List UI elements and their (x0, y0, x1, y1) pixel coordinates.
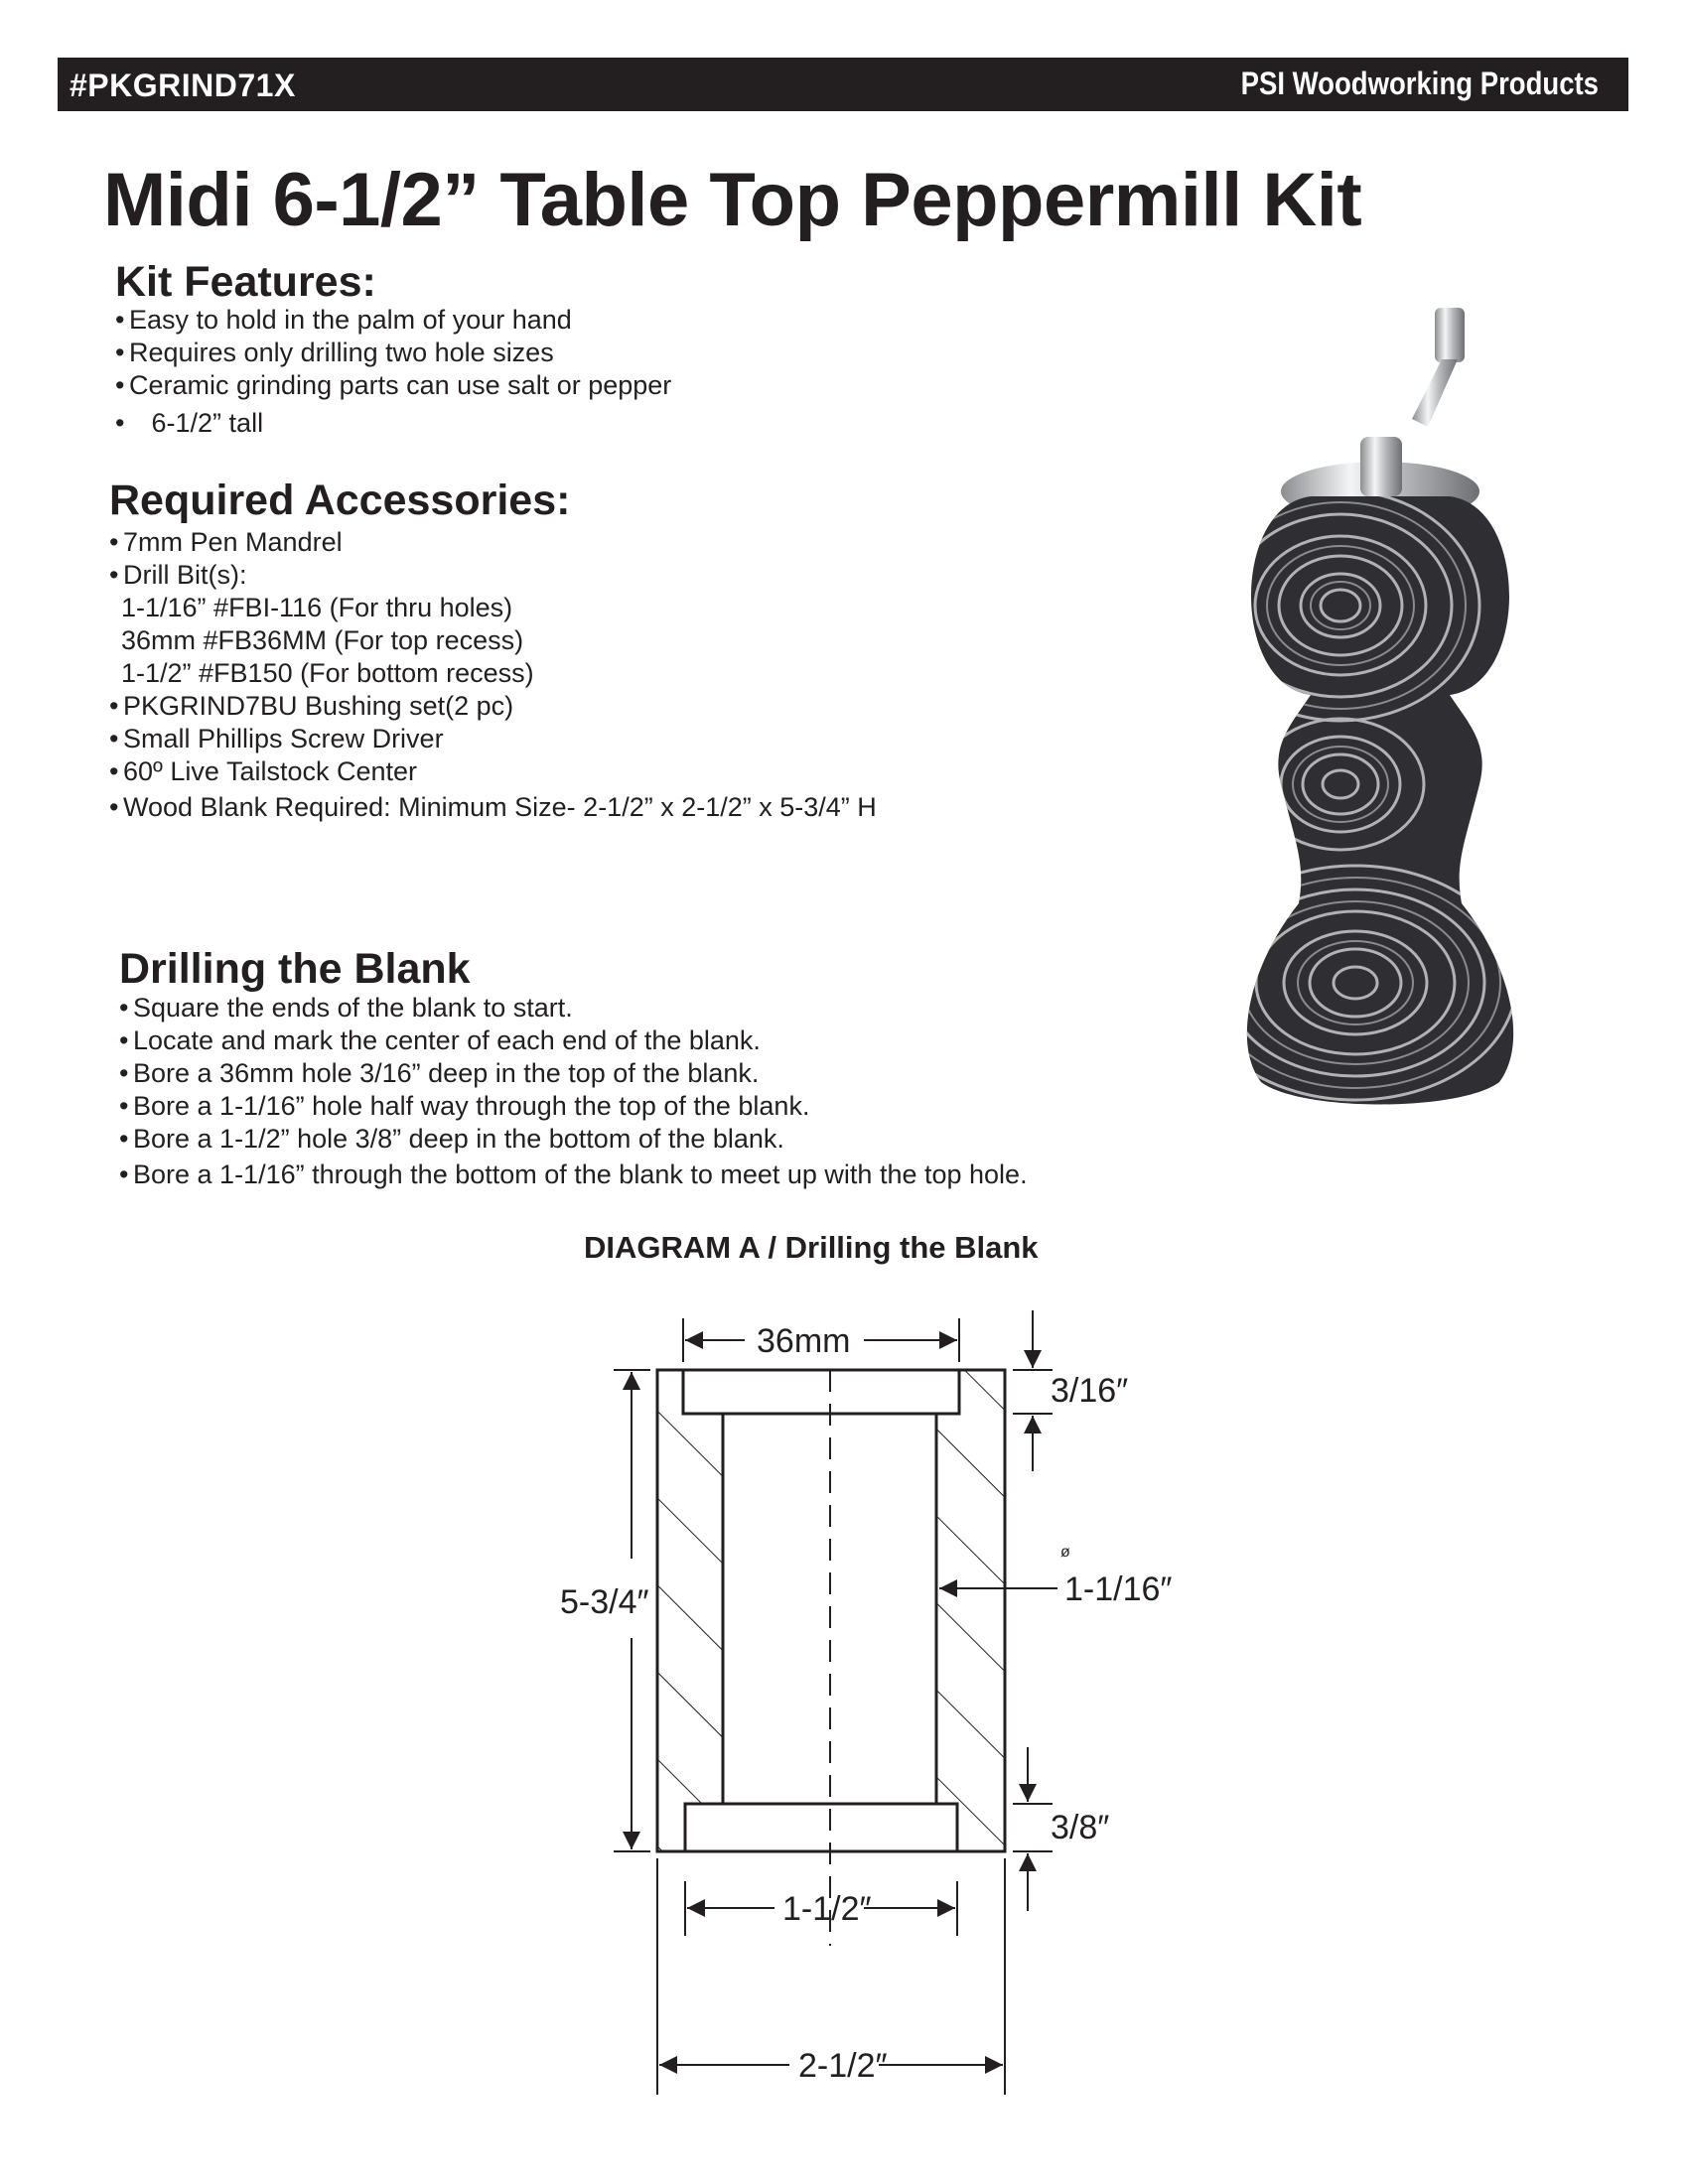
required-accessories-heading: Required Accessories: (109, 477, 571, 524)
drilling-diagram (536, 1291, 1251, 2144)
bottom-recess (685, 1804, 957, 1851)
drilling-list (119, 992, 1028, 1191)
list-item: • Square the ends of the blank to start. (119, 993, 573, 1023)
list-item: • 6-1/2” tall (115, 408, 264, 438)
label-blank-width: 2-1/2″ (798, 2047, 888, 2085)
label-thru-hole: 1-1/16″ (1064, 1570, 1173, 1608)
required-accessories-list (109, 526, 877, 824)
label-height: 5-3/4″ (560, 1583, 649, 1621)
list-item: • Wood Blank Required: Minimum Size- 2-1/2” x 2-1/2” x 5-3/4” H (109, 792, 877, 822)
list-item: • PKGRIND7BU Bushing set(2 pc) (109, 691, 514, 721)
list-item: • Bore a 1-1/16” through the bottom of the blank to meet up with the top hole. (119, 1160, 1028, 1189)
label-36mm: 36mm (757, 1322, 851, 1360)
list-item: • Requires only drilling two hole sizes (115, 338, 554, 367)
kit-features-list (115, 304, 671, 440)
label-bottom-width: 1-1/2″ (782, 1890, 872, 1928)
list-item: • Ceramic grinding parts can use salt or pepper (115, 370, 672, 400)
peppermill-photo (1192, 288, 1569, 1181)
list-item: • 7mm Pen Mandrel (109, 527, 343, 557)
page-title: Midi 6-1/2” Table Top Peppermill Kit (103, 158, 1362, 242)
brand-name: PSI Woodworking Products (1240, 66, 1599, 101)
diagram-title: DIAGRAM A / Drilling the Blank (584, 1230, 1039, 1265)
list-item: • Drill Bit(s): (109, 560, 247, 590)
drilling-heading: Drilling the Blank (119, 945, 471, 993)
list-item: • Easy to hold in the palm of your hand (115, 305, 572, 335)
header-bar (58, 58, 1628, 111)
list-item: 36mm #FB36MM (For top recess) (121, 625, 524, 655)
list-item: 1-1/2” #FB150 (For bottom recess) (121, 658, 534, 688)
list-item: • 60º Live Tailstock Center (109, 756, 418, 786)
top-recess (683, 1370, 959, 1414)
label-top-depth: 3/16″ (1051, 1372, 1129, 1410)
list-item: • Locate and mark the center of each end of the blank. (119, 1025, 761, 1055)
wood-body (1192, 486, 1569, 1122)
crank-knob (1435, 308, 1465, 362)
list-item: • Bore a 1-1/2” hole 3/8” deep in the bottom of the blank. (119, 1124, 784, 1154)
list-item: • Bore a 36mm hole 3/16” deep in the top of the blank. (119, 1058, 760, 1088)
label-bottom-depth: 3/8″ (1051, 1809, 1110, 1846)
list-item: 1-1/16” #FBI-116 (For thru holes) (121, 593, 513, 622)
kit-features-heading: Kit Features: (115, 258, 376, 306)
list-item: • Bore a 1-1/16” hole half way through the top of the blank. (119, 1091, 810, 1121)
list-item: • Small Phillips Screw Driver (109, 724, 444, 753)
product-code: #PKGRIND71X (70, 68, 296, 103)
crank-arm (1412, 359, 1458, 427)
drive-nut (1360, 437, 1402, 496)
label-diameter-symbol: ø (1060, 1544, 1070, 1561)
